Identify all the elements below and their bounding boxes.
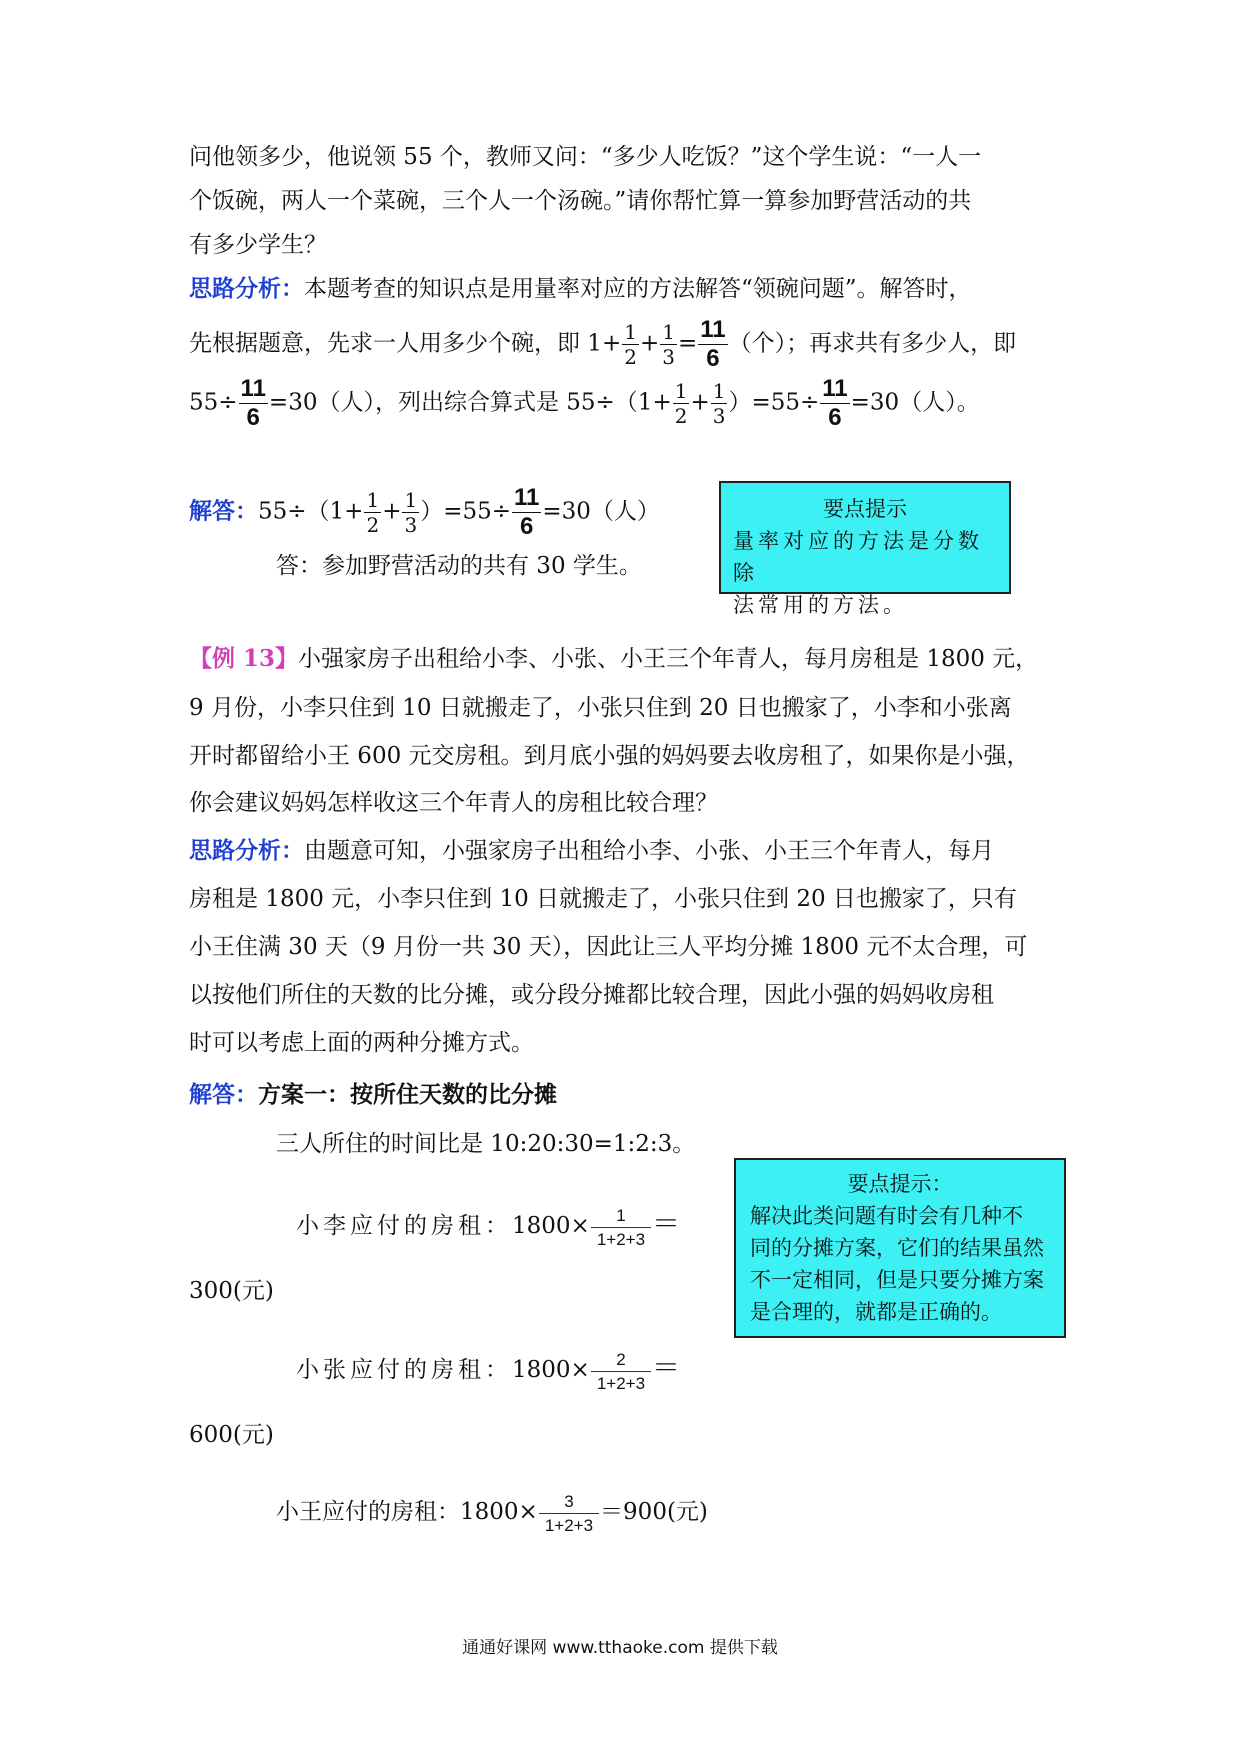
fraction-1-over-sum: $\frac{1}{1+2+3}$ <box>591 1207 651 1248</box>
tip-box-1 <box>719 481 1011 617</box>
q12-analysis-line-3: 55÷ $\frac{11}{6}$ =30（人），列出综合算式是 55÷（1+ $\frac{1}{2}$ + $\frac{1}{3}$ ）=55÷ $\frac{11}{6}$ =30（人）。 <box>189 375 980 431</box>
q13-analysis-line-2: 房租是 1800 元，小李只住到 10 日就搬走了，小张只住到 20 日也搬家了，只有 <box>189 886 1017 912</box>
analysis-label: 思路分析： <box>189 837 304 864</box>
ratio-line: 三人所住的时间比是 10:20:30=1:2:3。 <box>276 1131 696 1157</box>
example-tag: 【例 13】 <box>189 645 299 672</box>
q13-answer-plan: 解答：方案一：按所住天数的比分摊 <box>189 1081 557 1108</box>
fraction-3-over-sum: $\frac{3}{1+2+3}$ <box>539 1493 599 1534</box>
zhang-rent-result: 600(元) <box>189 1422 274 1448</box>
fraction-1-3: $\frac{1}{3}$ <box>712 379 726 428</box>
wang-rent-line: 小王应付的房租：1800× $\frac{3}{1+2+3}$ ＝900(元) <box>276 1491 708 1535</box>
fraction-1-2: $\frac{1}{2}$ <box>674 379 688 428</box>
q13-line-2: 9 月份，小李只住到 10 日就搬走了，小张只住到 20 日也搬家了，小李和小张离 <box>189 695 1012 721</box>
tip-line: 不一定相同，但是只要分摊方案 <box>750 1268 1044 1292</box>
zhang-rent-line: 小张应付的房租：1800× $\frac{2}{1+2+3}$ ＝ <box>296 1349 681 1393</box>
fraction-11-6: $\frac{11}{6}$ <box>240 375 266 431</box>
fraction-1-3: $\frac{1}{3}$ <box>404 488 418 537</box>
answer-label: 解答： <box>189 497 258 525</box>
fraction-1-2: $\frac{1}{2}$ <box>624 320 637 369</box>
q13-analysis-line-3: 小王住满 30 天（9 月份一共 30 天），因此让三人平均分摊 1800 元不太合理，可 <box>189 934 1028 960</box>
tip-title: 要点提示： <box>847 1172 953 1196</box>
answer-label: 解答： <box>189 1081 258 1108</box>
li-rent-line: 小李应付的房租：1800× $\frac{1}{1+2+3}$ ＝ <box>296 1205 681 1249</box>
fraction-2-over-sum: $\frac{2}{1+2+3}$ <box>591 1351 651 1392</box>
q12-text-line-2: 个饭碗，两人一个菜碗，三个人一个汤碗。”请你帮忙算一算参加野营活动的共 <box>189 188 972 214</box>
tip-line: 法常用的方法。 <box>733 593 908 617</box>
tip-title: 要点提示 <box>823 497 907 521</box>
tip-line: 同的分摊方案，它们的结果虽然 <box>750 1236 1044 1260</box>
q13-analysis-line-4: 以按他们所住的天数的比分摊，或分段分摊都比较合理，因此小强的妈妈收房租 <box>189 982 994 1008</box>
tip-line: 解决此类问题有时会有几种不 <box>750 1204 1023 1228</box>
q12-text-line-1: 问他领多少，他说领 55 个，教师又问：“多少人吃饭？”这个学生说：“一人一 <box>189 144 982 170</box>
fraction-11-6: $\frac{11}{6}$ <box>822 375 848 431</box>
q13-line-1: 【例 13】小强家房子出租给小李、小张、小王三个年青人，每月房租是 1800 元， <box>189 645 1039 672</box>
analysis-label: 思路分析： <box>189 275 304 302</box>
fraction-11-6: $\frac{11}{6}$ <box>514 484 540 540</box>
q13-line-4: 你会建议妈妈怎样收这三个年青人的房租比较合理？ <box>189 790 718 816</box>
fraction-11-6: $\frac{11}{6}$ <box>700 316 726 372</box>
tip-box-2 <box>734 1158 1066 1338</box>
page-footer: 通通好课网 www.tthaoke.com 提供下载 <box>462 1638 778 1658</box>
q12-analysis-line-1: 思路分析：本题考查的知识点是用量率对应的方法解答“领碗问题”。解答时， <box>189 275 972 302</box>
tip-line: 量率对应的方法是分数除 <box>733 529 983 585</box>
q13-line-3: 开时都留给小王 600 元交房租。到月底小强的妈妈要去收房租了，如果你是小强， <box>189 743 1030 769</box>
q12-answer-line: 解答：55÷（1+ $\frac{1}{2}$ + $\frac{1}{3}$ ）=55÷ $\frac{11}{6}$ =30（人） <box>189 484 660 540</box>
fraction-1-3: $\frac{1}{3}$ <box>662 320 675 369</box>
q13-analysis-line-1: 思路分析：由题意可知，小强家房子出租给小李、小张、小王三个年青人，每月 <box>189 837 994 864</box>
q12-text-line-3: 有多少学生？ <box>189 232 327 258</box>
li-rent-result: 300(元) <box>189 1278 274 1304</box>
q13-analysis-line-5: 时可以考虑上面的两种分摊方式。 <box>189 1030 534 1056</box>
tip-line: 是合理的，就都是正确的。 <box>750 1300 1002 1324</box>
fraction-1-2: $\frac{1}{2}$ <box>366 488 380 537</box>
q12-analysis-line-2: 先根据题意，先求一人用多少个碗，即 1+ $\frac{1}{2}$ + $\frac{1}{3}$ = $\frac{11}{6}$ （个）；再求共有多少人，即 <box>189 316 1017 372</box>
q12-conclusion: 答：参加野营活动的共有 30 学生。 <box>276 553 642 579</box>
